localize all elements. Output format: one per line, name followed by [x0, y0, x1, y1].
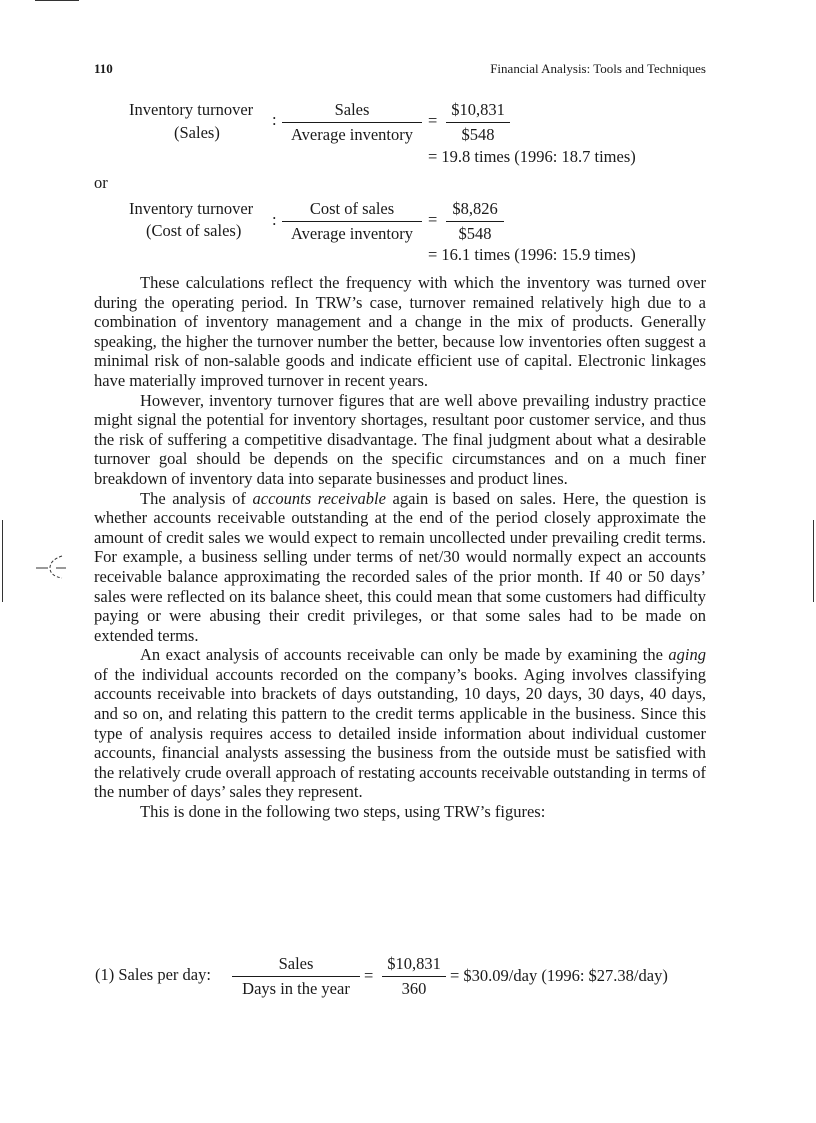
eq3-numerator: Sales	[232, 954, 360, 977]
p3-text-b: again is based on sales. Here, the question is whether accounts receivable outstanding at the end of the period closely approximate the amount of credit sales we would expect to remain uncollected under prevailing credit terms. For example, a business selling under terms of net/30 would normally expect an accounts receivable balance approximating the recorded sales of the prior month. If 40 or 50 days’ sales were reflected on its balance sheet, this could mean that some customers had difficulty paying or were abusing their credit privileges, or that some sales had to be made on extended terms.	[94, 488, 706, 645]
left-margin-rule	[2, 520, 3, 602]
eq2-colon: :	[272, 210, 277, 229]
eq3-result: = $30.09/day (1996: $27.38/day)	[450, 966, 668, 985]
eq3-denominator: Days in the year	[242, 979, 350, 998]
eq3-value-numerator: $10,831	[382, 954, 446, 977]
or-connector: or	[94, 173, 108, 192]
page-number: 110	[94, 61, 113, 76]
eq1-equals: =	[428, 111, 438, 130]
eq3-value-fraction	[382, 954, 446, 999]
eq1-fraction	[282, 100, 422, 145]
paragraph-turnover-risk: However, inventory turnover figures that are well above prevailing industry practice might signal the potential for inventory shortages, resultant poor customer service, and thus the risk of suffering a competitive disadvantage. The final judgment about what a desirable turnover goal should be depends on the specific circumstances and on a much finer breakdown of inventory data into separate businesses and product lines.	[94, 390, 706, 488]
paragraph-accounts-receivable	[94, 489, 706, 646]
crop-mark-icon	[36, 552, 68, 580]
paragraph-two-steps: This is done in the following two steps, using TRW’s figures:	[140, 802, 546, 822]
running-head: Financial Analysis: Tools and Techniques	[490, 61, 706, 76]
eq3-value-denominator: 360	[401, 979, 427, 998]
eq3-fraction	[232, 954, 360, 999]
p4-text-b: of the individual accounts recorded on the company’s books. Aging involves classifying accounts receivable into brackets of days outstanding, 10 days, 20 days, 30 days, 40 days, and so on, and relating this pattern to the credit terms applicable in the business. Since this type of analysis requires access to detailed inside information about individual customer accounts, financial analysts assessing the business from the outside must be satisfied with the relatively crude overall approach of restating accounts receivable outstanding in terms of the number of days’ sales they represent.	[94, 664, 706, 802]
eq2-equals: =	[428, 210, 438, 229]
p4-text-a: An exact analysis of accounts receivable can only be made by examining the	[140, 645, 669, 665]
eq2-denominator: Average inventory	[290, 224, 414, 243]
eq2-value-denominator: $548	[458, 224, 492, 243]
eq2-label-line2: (Cost of sales)	[146, 221, 242, 240]
eq1-label-line1: Inventory turnover	[129, 100, 254, 119]
eq1-colon: :	[272, 110, 277, 129]
eq2-numerator: Cost of sales	[282, 199, 422, 222]
eq1-denominator: Average inventory	[290, 125, 414, 144]
eq2-result: = 16.1 times (1996: 15.9 times)	[428, 245, 636, 264]
eq3-label: (1) Sales per day:	[95, 965, 211, 984]
eq1-value-numerator: $10,831	[446, 100, 510, 123]
eq1-value-fraction	[446, 100, 510, 145]
paragraph-aging	[94, 645, 706, 802]
eq2-fraction	[282, 199, 422, 244]
eq1-numerator: Sales	[282, 100, 422, 123]
eq1-value-denominator: $548	[461, 125, 495, 144]
eq2-value-numerator: $8,826	[446, 199, 504, 222]
p4-emphasis: aging	[668, 645, 706, 665]
p3-emphasis: accounts receivable	[252, 488, 386, 508]
eq3-equals: =	[364, 966, 374, 985]
eq1-label-line2: (Sales)	[174, 123, 220, 142]
eq2-label-line1: Inventory turnover	[129, 199, 254, 218]
eq2-value-fraction	[446, 199, 504, 244]
body-text	[94, 273, 706, 822]
paragraph-turnover-frequency: These calculations reflect the frequency with which the inventory was turned over during the operating period. In TRW’s case, turnover remained relatively high due to a combination of inventory management and a change in the mix of products. Generally speaking, the higher the turnover number the better, because low inventories often suggest a minimal risk of non-salable goods and indicate efficient use of capital. Electronic linkages have materially improved turnover in recent years.	[94, 273, 706, 390]
corner-rule	[35, 0, 79, 1]
right-margin-rule	[813, 520, 814, 602]
p3-text-a: The analysis of	[140, 488, 253, 508]
eq1-result: = 19.8 times (1996: 18.7 times)	[428, 147, 636, 166]
